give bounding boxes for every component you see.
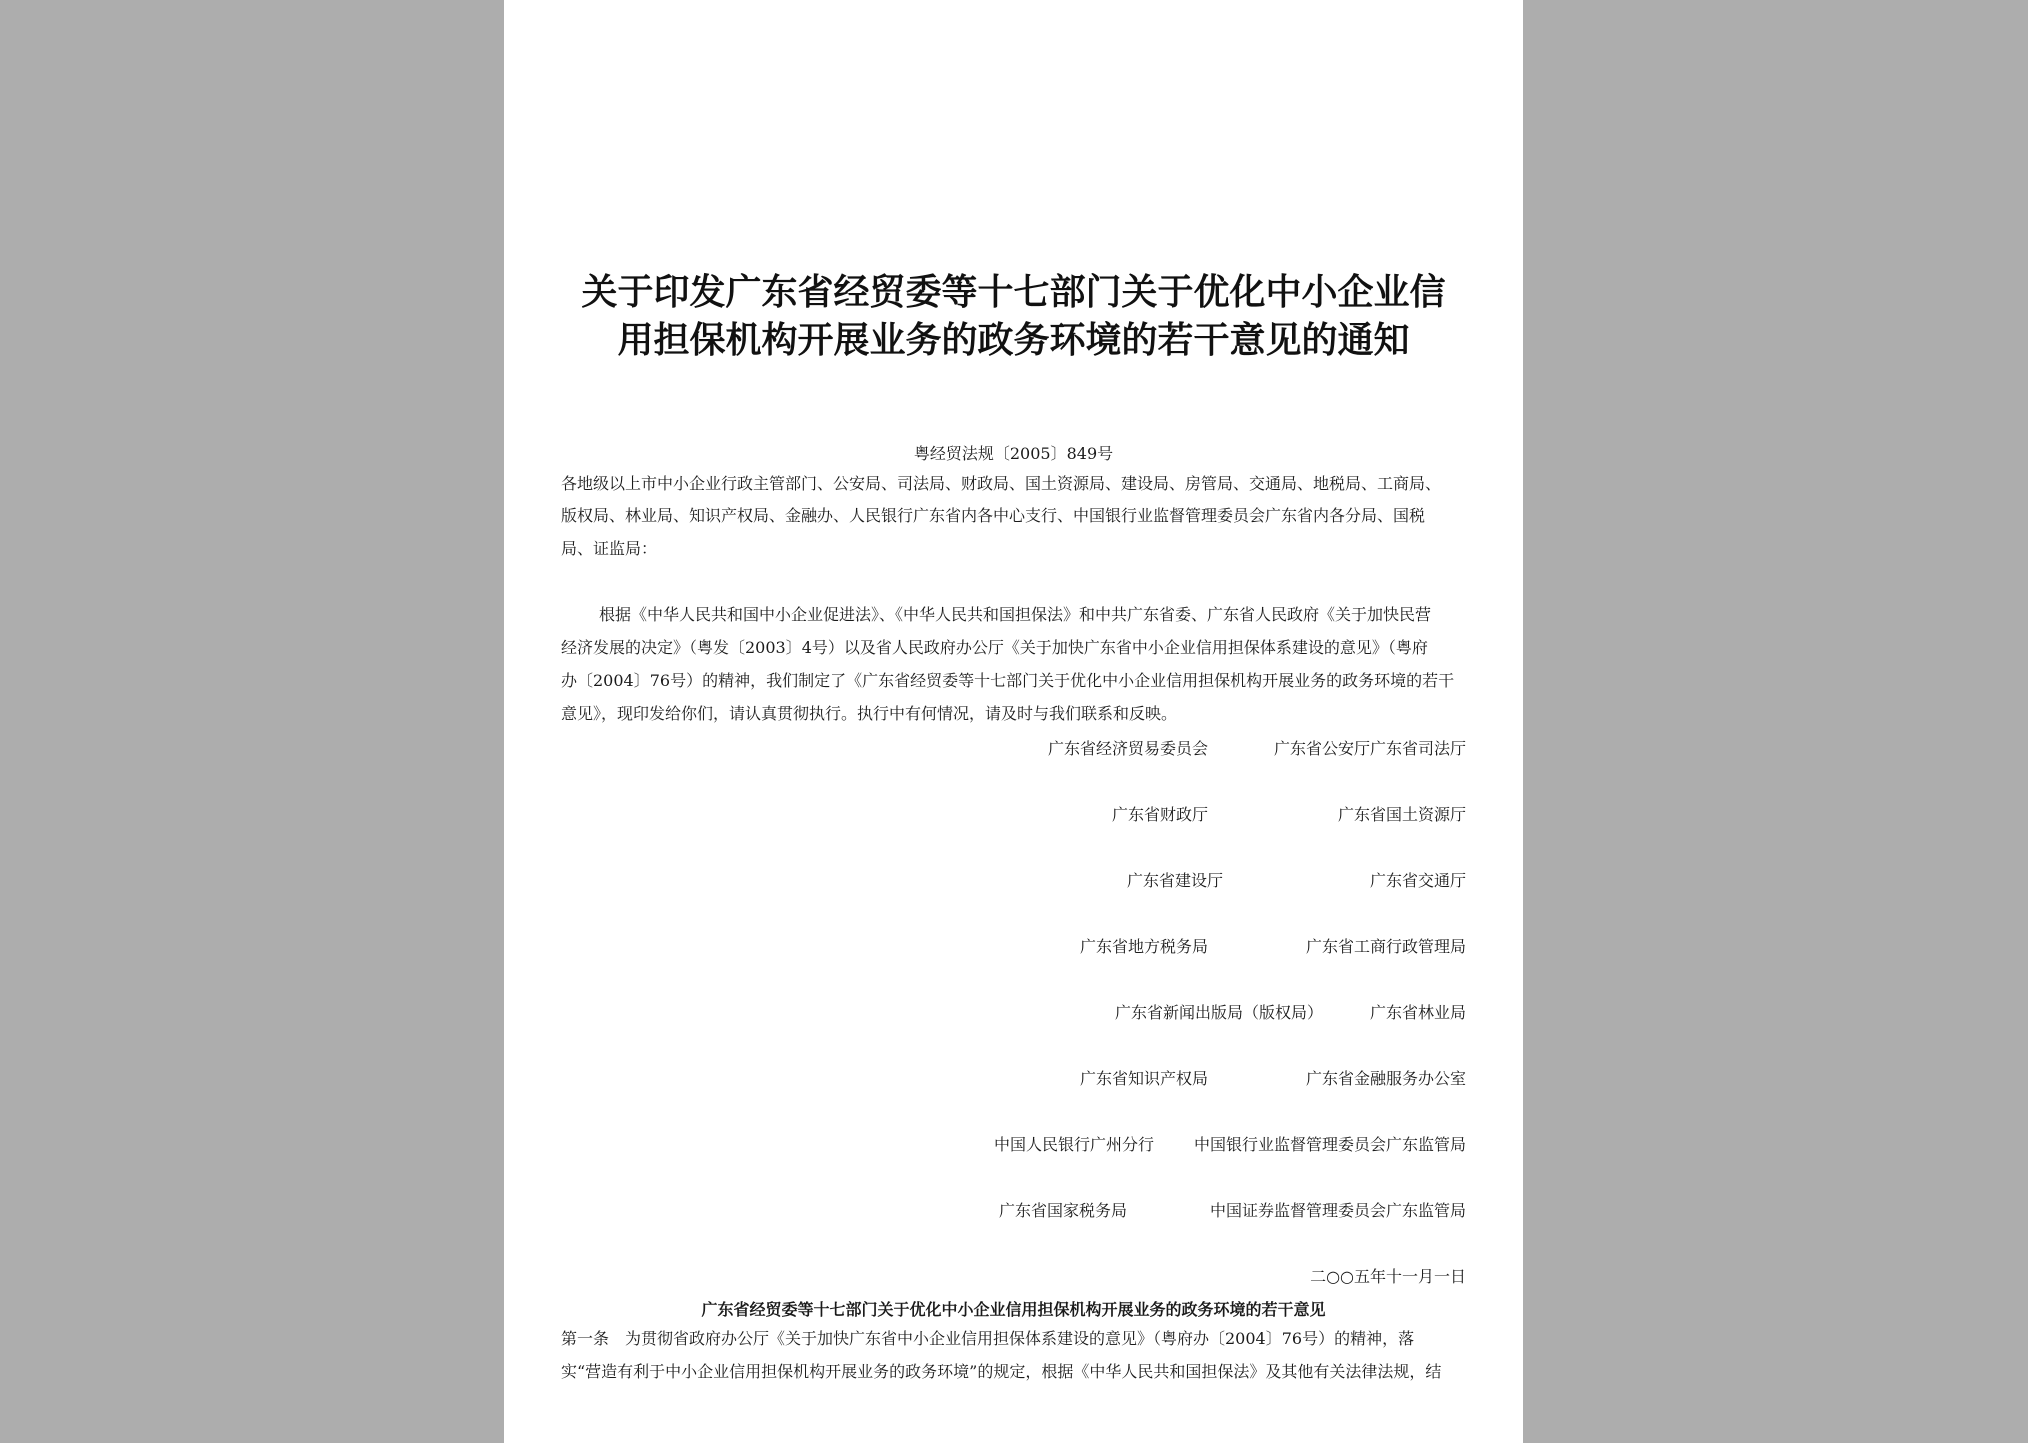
document-page	[504, 0, 1523, 1443]
document-title-line-1: 关于印发广东省经贸委等十七部门关于优化中小企业信	[581, 272, 1446, 313]
body-line-1: 根据《中华人民共和国中小企业促进法》、《中华人民共和国担保法》和中共广东省委、广东省人民政府《关于加快民营	[599, 605, 1432, 624]
recipients-line-2: 版权局、林业局、知识产权局、金融办、人民银行广东省内各中心支行、中国银行业监督管理委员会广东省内各分局、国税	[561, 506, 1426, 525]
signatory-left-5: 广东省新闻出版局（版权局）	[1114, 1003, 1323, 1022]
signatory-left-4: 广东省地方税务局	[1079, 937, 1208, 956]
document-date: 二○○五年十一月一日	[1310, 1267, 1466, 1286]
signatory-right-7: 中国银行业监督管理委员会广东监管局	[1193, 1135, 1466, 1154]
article-line-1: 第一条 为贯彻省政府办公厅《关于加快广东省中小企业信用担保体系建设的意见》（粤府办〔2004〕76号）的精神，落	[561, 1329, 1415, 1348]
signatory-left-1: 广东省经济贸易委员会	[1047, 739, 1208, 758]
signatory-right-6: 广东省金融服务办公室	[1305, 1069, 1466, 1088]
signatory-left-8: 广东省国家税务局	[998, 1201, 1127, 1220]
signatory-right-8: 中国证券监督管理委员会广东监管局	[1209, 1201, 1466, 1220]
signatory-left-7: 中国人民银行广州分行	[993, 1135, 1154, 1154]
recipients-line-1: 各地级以上市中小企业行政主管部门、公安局、司法局、财政局、国土资源局、建设局、房管局、交通局、地税局、工商局、	[561, 474, 1442, 493]
signatory-left-3: 广东省建设厅	[1126, 871, 1223, 890]
article-line-2: 实“营造有利于中小企业信用担保机构开展业务的政务环境”的规定，根据《中华人民共和国担保法》及其他有关法律法规，结	[561, 1362, 1442, 1381]
signatory-right-5: 广东省林业局	[1369, 1003, 1466, 1022]
signatory-right-4: 广东省工商行政管理局	[1305, 937, 1466, 956]
document-title-line-2: 用担保机构开展业务的政务环境的若干意见的通知	[617, 320, 1410, 361]
signatory-left-6: 广东省知识产权局	[1079, 1069, 1208, 1088]
body-line-2: 经济发展的决定》（粤发〔2003〕4号）以及省人民政府办公厅《关于加快广东省中小企业信用担保体系建设的意见》（粤府	[561, 638, 1428, 657]
article-subtitle: 广东省经贸委等十七部门关于优化中小企业信用担保机构开展业务的政务环境的若干意见	[701, 1300, 1326, 1319]
signatory-right-3: 广东省交通厅	[1369, 871, 1466, 890]
body-line-3: 办〔2004〕76号）的精神，我们制定了《广东省经贸委等十七部门关于优化中小企业信用担保机构开展业务的政务环境的若干	[561, 671, 1455, 690]
signatory-left-2: 广东省财政厅	[1111, 805, 1208, 824]
document-number: 粤经贸法规〔2005〕849号	[913, 444, 1114, 463]
body-line-4: 意见》，现印发给你们，请认真贯彻执行。执行中有何情况，请及时与我们联系和反映。	[561, 704, 1178, 723]
recipients-line-3: 局、证监局：	[561, 539, 658, 558]
signatory-right-1: 广东省公安厅广东省司法厅	[1273, 739, 1466, 758]
signatory-right-2: 广东省国土资源厅	[1337, 805, 1466, 824]
